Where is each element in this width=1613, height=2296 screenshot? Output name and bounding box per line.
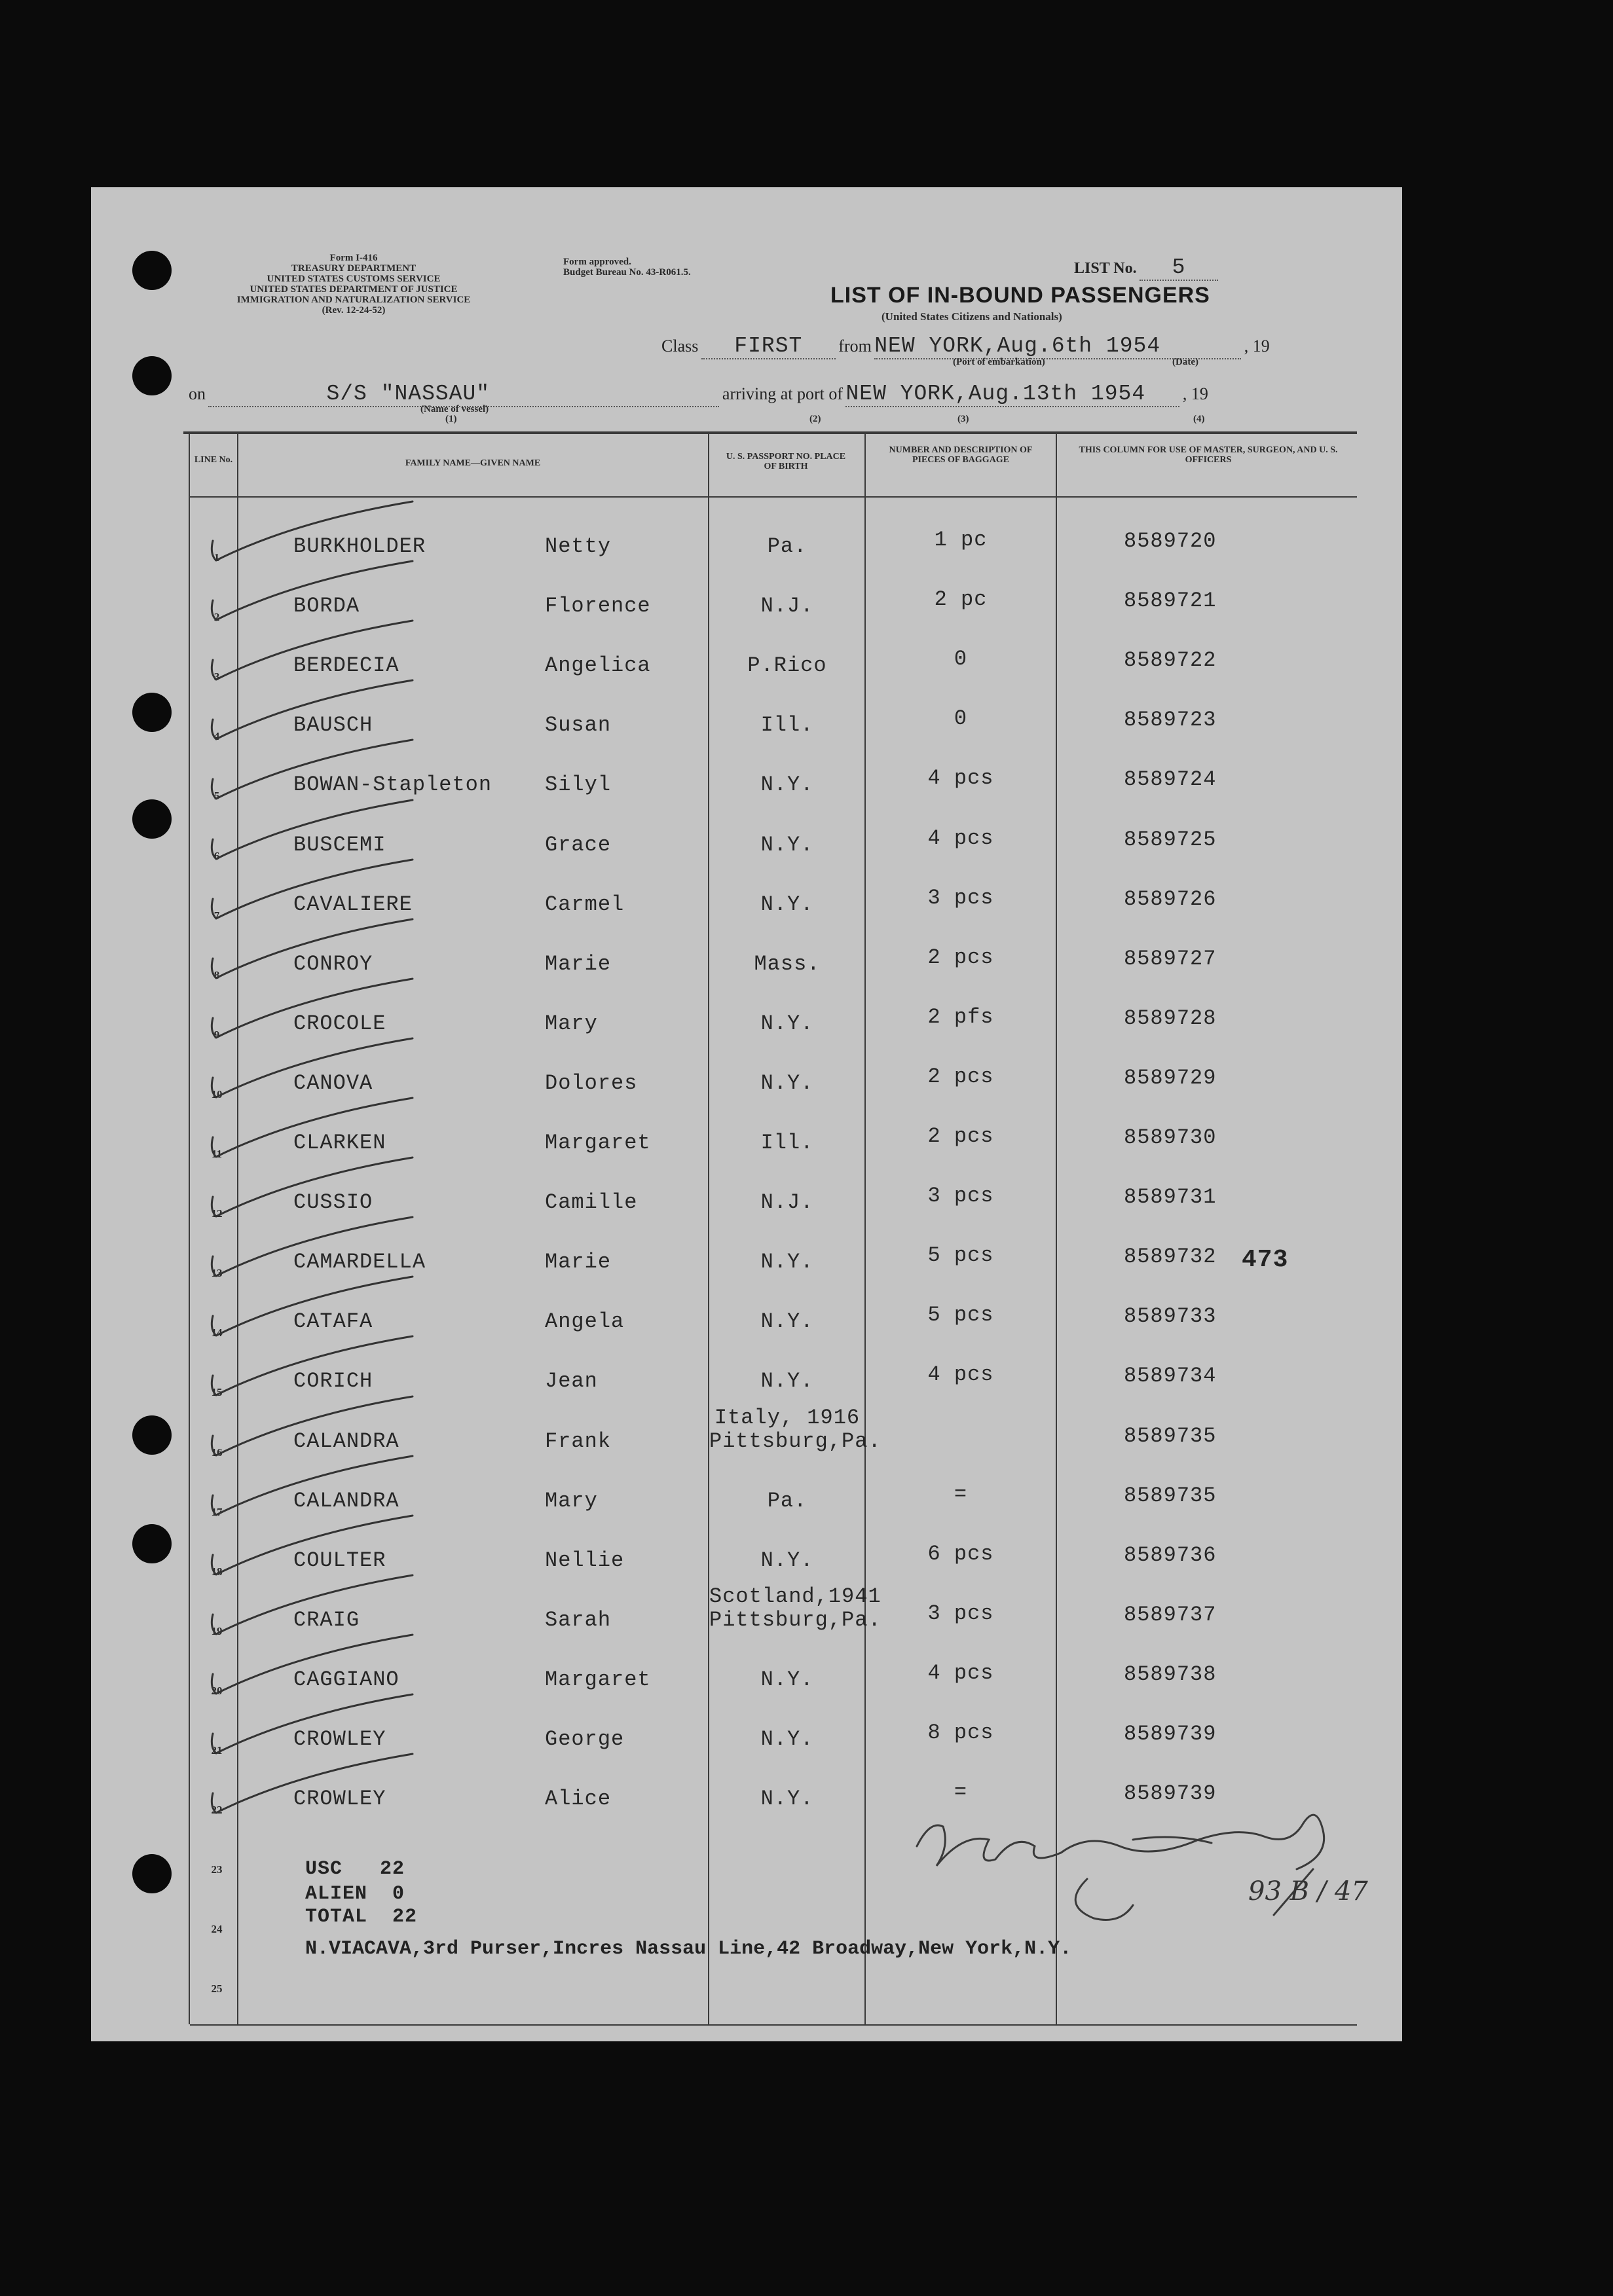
purser-signature-line: N.VIACAVA,3rd Purser,Incres Nassau Line,42 Broadway,New York,N.Y. (305, 1938, 1072, 1960)
place-of-birth: Mass. (754, 952, 821, 976)
column-header-name: FAMILY NAME—GIVEN NAME (405, 458, 541, 468)
totals-alien: ALIEN 0 (305, 1883, 405, 1905)
totals-usc: USC 22 (305, 1858, 405, 1880)
family-name: CRAIG (293, 1608, 360, 1632)
place-of-birth: N.Y. (760, 1787, 814, 1811)
caption-2: (2) (809, 414, 821, 424)
line-number: 13 (211, 1267, 223, 1279)
family-name: CAVALIERE (293, 892, 413, 917)
from-value: NEW YORK,Aug.6th 1954 (874, 334, 1241, 359)
department-of-justice: UNITED STATES DEPARTMENT OF JUSTICE (250, 284, 458, 295)
place-of-birth: N.Y. (760, 1250, 814, 1274)
list-number (1074, 255, 1218, 281)
given-name: Mary (545, 1011, 598, 1036)
line-number: 3 (213, 670, 220, 683)
baggage-description: 2 pcs (927, 1065, 994, 1089)
handwritten-fraction: 93 B / 47 (1248, 1876, 1368, 1906)
line-number: 23 (211, 1863, 223, 1876)
officer-code: 8589722 (1124, 648, 1217, 672)
baggage-description: = (954, 1482, 968, 1506)
officer-code: 8589733 (1124, 1304, 1217, 1328)
caption-3: (3) (957, 414, 969, 424)
given-name: Susan (545, 713, 612, 737)
family-name: BORDA (293, 594, 360, 618)
family-name: BURKHOLDER (293, 534, 426, 558)
caption-1: (1) (445, 414, 457, 424)
line-number: 4 (213, 730, 220, 742)
officer-code: 8589720 (1124, 529, 1217, 553)
punch-hole (132, 799, 172, 839)
given-name: Marie (545, 952, 612, 976)
given-name: Sarah (545, 1608, 612, 1632)
place-of-birth: N.Y. (760, 1727, 814, 1751)
budget-bureau-number: Budget Bureau No. 43-R061.5. (563, 267, 691, 278)
port-of-embarkation-caption: (Port of embarkation) (953, 357, 1045, 367)
totals-total: TOTAL 22 (305, 1906, 418, 1928)
line-number: 10 (211, 1088, 223, 1101)
line-number: 24 (211, 1923, 223, 1935)
line-number: 8 (213, 969, 220, 981)
family-name: COULTER (293, 1548, 386, 1573)
form-number: Form I-416 (329, 253, 378, 263)
given-name: Jean (545, 1369, 598, 1393)
punch-hole (132, 1854, 172, 1893)
place-of-birth: Pa. (767, 1489, 807, 1513)
family-name: BOWAN-Stapleton (293, 773, 492, 797)
place-of-birth: P.Rico (747, 653, 827, 678)
punch-hole (132, 356, 172, 395)
punch-hole (132, 693, 172, 732)
baggage-description: 4 pcs (927, 1661, 994, 1685)
baggage-description: 2 pcs (927, 1124, 994, 1148)
baggage-description: 3 pcs (927, 886, 994, 910)
given-name: Alice (545, 1787, 612, 1811)
officer-code: 8589739 (1124, 1722, 1217, 1746)
class-label: Class (661, 337, 699, 355)
form-approved-label: Form approved. (563, 257, 631, 267)
officer-code: 8589736 (1124, 1543, 1217, 1567)
family-name: CAMARDELLA (293, 1250, 426, 1274)
baggage-description: 0 (954, 706, 968, 731)
given-name: Netty (545, 534, 612, 558)
officer-code: 8589730 (1124, 1125, 1217, 1150)
baggage-description: 1 pc (934, 528, 988, 552)
family-name: CROWLEY (293, 1727, 386, 1751)
family-name: CLARKEN (293, 1131, 386, 1155)
date-caption: (Date) (1172, 357, 1198, 367)
list-number-value: 5 (1140, 255, 1218, 281)
line-number: 17 (211, 1506, 223, 1518)
line-number: 1 (213, 551, 220, 564)
line-number: 6 (213, 850, 220, 862)
given-name: Angelica (545, 653, 651, 678)
header-bottom-rule (190, 496, 1357, 498)
place-of-birth: N.Y. (760, 1309, 814, 1334)
officer-code: 8589734 (1124, 1364, 1217, 1388)
document-subtitle: (United States Citizens and Nationals) (881, 310, 1062, 323)
column-header-passport: U. S. PASSPORT NO. PLACE OF BIRTH (726, 452, 846, 471)
officer-code: 8589735 (1124, 1424, 1217, 1448)
place-of-birth: N.Y. (760, 1011, 814, 1036)
arriving-label: arriving at port of (722, 384, 844, 403)
year-suffix: , 19 (1244, 337, 1270, 355)
line-number: 19 (211, 1625, 223, 1637)
line-number: 14 (211, 1326, 223, 1339)
place-of-birth: Italy, 1916 (714, 1406, 861, 1430)
year-suffix-2: , 19 (1182, 384, 1208, 403)
line-number: 2 (213, 611, 220, 623)
place-of-birth: Ill. (760, 1131, 814, 1155)
line-number: 22 (211, 1804, 223, 1816)
place-of-birth: Ill. (760, 713, 814, 737)
line-number: 15 (211, 1386, 223, 1398)
given-name: Grace (545, 833, 612, 857)
family-name: BERDECIA (293, 653, 399, 678)
officer-code: 8589731 (1124, 1185, 1217, 1209)
baggage-description: 4 pcs (927, 1362, 994, 1387)
given-name: Florence (545, 594, 651, 618)
baggage-description: 5 pcs (927, 1243, 994, 1267)
family-name: CALANDRA (293, 1429, 399, 1453)
family-name: CUSSIO (293, 1190, 373, 1214)
baggage-description: 0 (954, 647, 968, 671)
officer-code: 8589728 (1124, 1006, 1217, 1030)
place-of-birth: N.J. (760, 594, 814, 618)
officer-code: 8589735 (1124, 1484, 1217, 1508)
baggage-divider (1056, 433, 1057, 2024)
family-name: CROCOLE (293, 1011, 386, 1036)
line-number-divider (237, 433, 238, 2024)
vessel-name: S/S "NASSAU" (208, 382, 719, 407)
officer-code: 8589723 (1124, 708, 1217, 732)
officer-code: 8589737 (1124, 1603, 1217, 1627)
place-of-birth: Scotland,1941 (709, 1584, 881, 1609)
officer-code: 8589738 (1124, 1662, 1217, 1686)
baggage-description: 4 pcs (927, 766, 994, 790)
family-name: CANOVA (293, 1071, 373, 1095)
table-left-border (189, 433, 190, 2024)
line-number: 25 (211, 1982, 223, 1995)
officer-code: 8589739 (1124, 1781, 1217, 1806)
baggage-description: = (954, 1780, 968, 1804)
officer-code: 8589721 (1124, 589, 1217, 613)
place-of-birth: N.Y. (760, 1369, 814, 1393)
place-of-birth-line-2: Pittsburg,Pa. (709, 1608, 881, 1632)
baggage-description: 2 pc (934, 587, 988, 611)
arriving-value: NEW YORK,Aug.13th 1954 (845, 382, 1179, 407)
column-header-baggage: NUMBER AND DESCRIPTION OF PIECES OF BAGGAGE (889, 445, 1033, 465)
line-number: 16 (211, 1446, 223, 1459)
officer-code: 8589726 (1124, 887, 1217, 911)
family-name: BAUSCH (293, 713, 373, 737)
given-name: Carmel (545, 892, 625, 917)
family-name: BUSCEMI (293, 833, 386, 857)
column-header-line-no: LINE No. (194, 455, 233, 465)
place-of-birth: Pa. (767, 534, 807, 558)
family-name: CAGGIANO (293, 1667, 399, 1692)
family-name: CROWLEY (293, 1787, 386, 1811)
officer-code: 8589725 (1124, 828, 1217, 852)
place-of-birth: N.Y. (760, 833, 814, 857)
given-name: Camille (545, 1190, 638, 1214)
punch-hole (132, 1415, 172, 1455)
line-number: 12 (211, 1207, 223, 1220)
place-of-birth: N.Y. (760, 892, 814, 917)
baggage-description: 2 pfs (927, 1005, 994, 1029)
form-identification (183, 253, 524, 316)
table-bottom-rule (190, 2024, 1357, 2026)
baggage-description: 6 pcs (927, 1542, 994, 1566)
line-number: 18 (211, 1565, 223, 1578)
given-name: Nellie (545, 1548, 625, 1573)
customs-service: UNITED STATES CUSTOMS SERVICE (267, 274, 441, 284)
officer-code: 8589724 (1124, 767, 1217, 792)
family-name: CATAFA (293, 1309, 373, 1334)
baggage-description: 5 pcs (927, 1303, 994, 1327)
line-number: 5 (213, 790, 220, 802)
given-name: Angela (545, 1309, 625, 1334)
class-value: FIRST (701, 334, 836, 359)
line-number: 11 (211, 1148, 223, 1160)
treasury-department: TREASURY DEPARTMENT (291, 263, 417, 274)
officer-code: 8589727 (1124, 947, 1217, 971)
given-name: Dolores (545, 1071, 638, 1095)
column-header-officers: THIS COLUMN FOR USE OF MASTER, SURGEON, AND U. S. OFFICERS (1079, 445, 1338, 465)
given-name: George (545, 1727, 625, 1751)
form-approval (563, 257, 691, 278)
place-of-birth-line-2: Pittsburg,Pa. (709, 1429, 881, 1453)
given-name: Frank (545, 1429, 612, 1453)
family-name: CONROY (293, 952, 373, 976)
officer-code: 8589729 (1124, 1066, 1217, 1090)
vessel-caption: (Name of vessel) (420, 404, 489, 414)
revision-date: (Rev. 12-24-52) (322, 305, 386, 316)
vessel-line (189, 382, 1208, 407)
family-name: CORICH (293, 1369, 373, 1393)
given-name: Mary (545, 1489, 598, 1513)
given-name: Margaret (545, 1131, 651, 1155)
line-number: 20 (211, 1685, 223, 1697)
family-name: CALANDRA (293, 1489, 399, 1513)
given-name: Silyl (545, 773, 612, 797)
list-number-label: LIST No. (1074, 260, 1137, 277)
baggage-description: 4 pcs (927, 826, 994, 850)
given-name: Margaret (545, 1667, 651, 1692)
place-of-birth: N.J. (760, 1190, 814, 1214)
place-of-birth: N.Y. (760, 773, 814, 797)
baggage-description: 2 pcs (927, 945, 994, 970)
line-number: 21 (211, 1744, 223, 1757)
table-top-rule (183, 431, 1357, 434)
baggage-description: 3 pcs (927, 1184, 994, 1208)
caption-4: (4) (1193, 414, 1205, 424)
line-number: 7 (213, 909, 220, 922)
place-of-birth: N.Y. (760, 1667, 814, 1692)
class-line (661, 334, 1270, 359)
punch-hole (132, 251, 172, 290)
line-number: 9 (213, 1029, 220, 1041)
place-of-birth: N.Y. (760, 1548, 814, 1573)
given-name: Marie (545, 1250, 612, 1274)
handwritten-annotation-473: 473 (1242, 1246, 1289, 1274)
immigration-service: IMMIGRATION AND NATURALIZATION SERVICE (236, 295, 471, 305)
from-label: from (838, 337, 872, 355)
officer-code: 8589732 (1124, 1245, 1217, 1269)
place-of-birth: N.Y. (760, 1071, 814, 1095)
on-label: on (189, 384, 206, 403)
baggage-description: 8 pcs (927, 1721, 994, 1745)
punch-hole (132, 1524, 172, 1563)
document-title: LIST OF IN-BOUND PASSENGERS (830, 283, 1210, 308)
baggage-description: 3 pcs (927, 1601, 994, 1626)
